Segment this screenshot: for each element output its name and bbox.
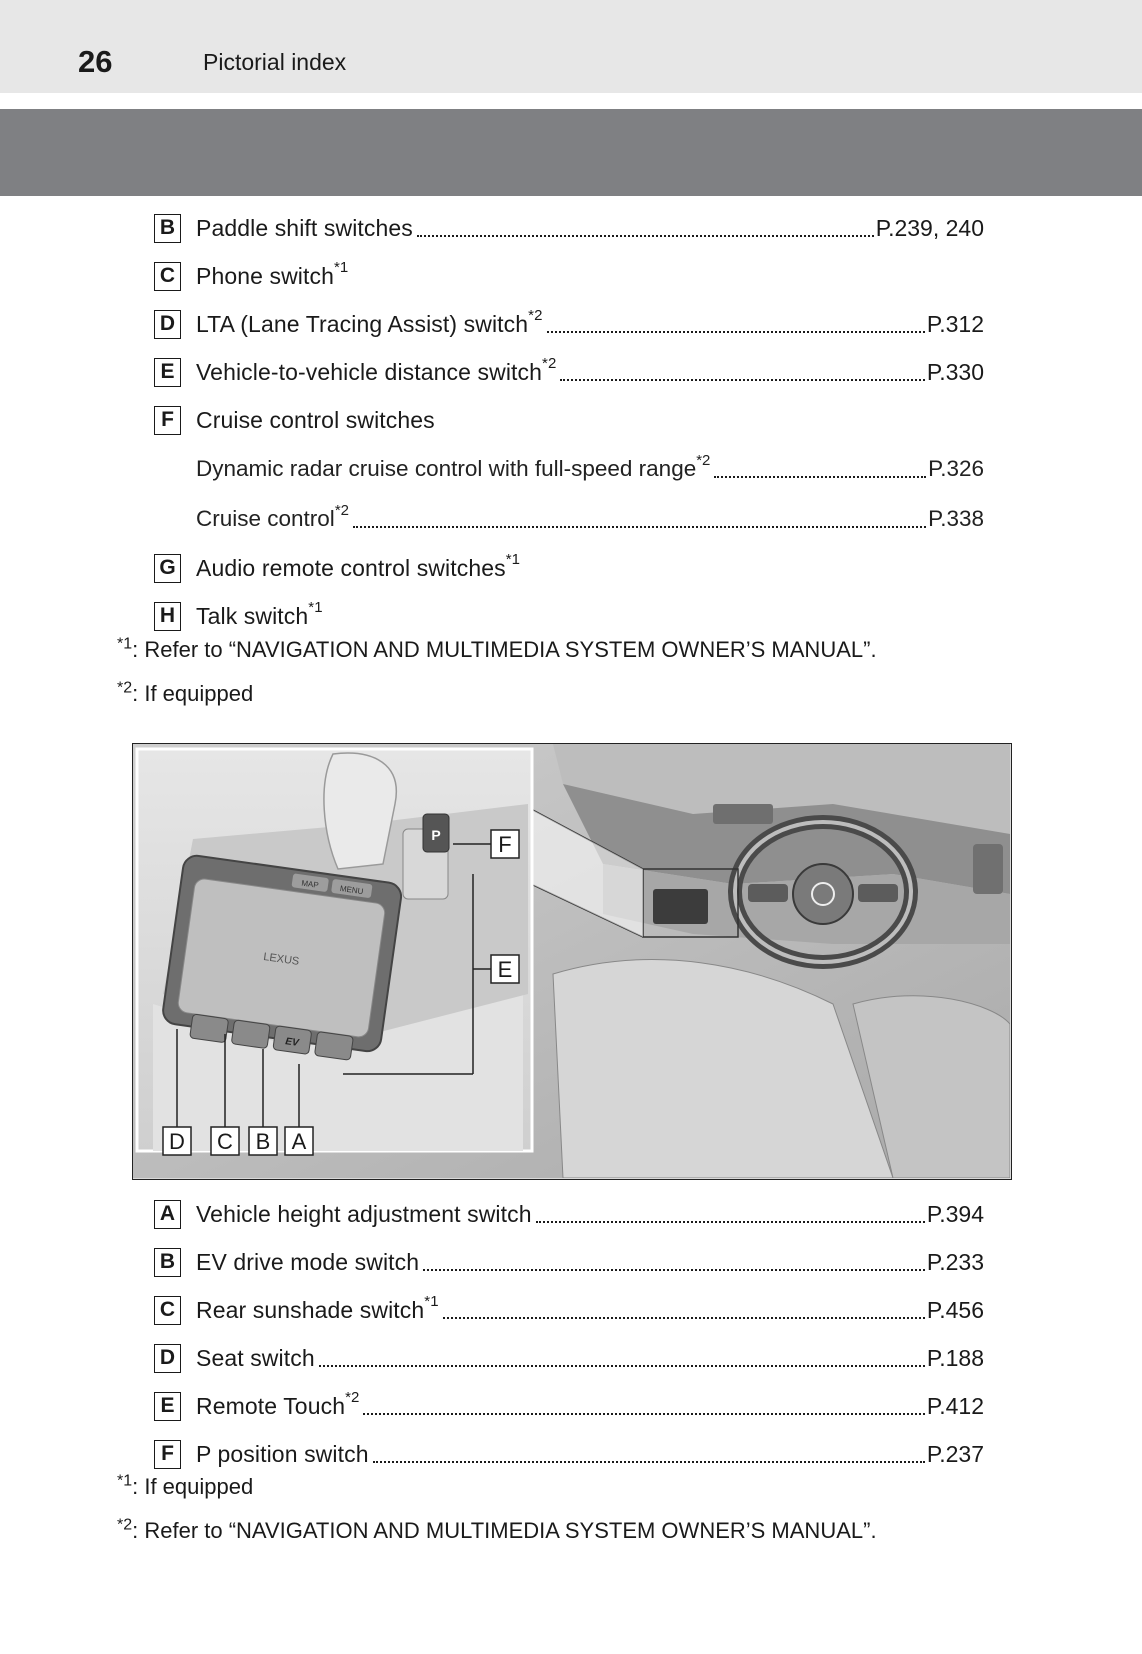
callout-F	[491, 830, 519, 858]
list-item	[154, 1334, 984, 1382]
leader-dots	[714, 476, 926, 478]
page-reference[interactable]: P.326	[928, 456, 984, 481]
section-title: Pictorial index	[203, 49, 347, 75]
list-item	[154, 396, 984, 444]
leader-dots	[443, 1317, 925, 1319]
item-badge: G	[154, 554, 181, 583]
item-label: Rear sunshade switch$^{*1}$	[196, 1292, 439, 1323]
leader-dots	[547, 331, 925, 333]
sub-list-item	[154, 444, 984, 494]
leader-dots	[560, 379, 924, 381]
svg-text:A: A	[291, 1129, 307, 1154]
footnote: $^{*1}$: Refer to “NAVIGATION AND MULTIMEDIA SYSTEM OWNER’S MANUAL”.	[117, 635, 877, 662]
item-badge: D	[154, 310, 181, 339]
item-label: EV drive mode switch	[196, 1248, 420, 1275]
svg-text:D: D	[169, 1129, 185, 1154]
list-item	[154, 592, 984, 640]
item-badge: D	[154, 1344, 181, 1373]
item-badge: E	[154, 1392, 181, 1421]
item-label: Talk switch$^{*1}$	[196, 598, 323, 629]
item-badge: E	[154, 358, 181, 387]
list-item	[154, 1430, 984, 1478]
callout-A	[285, 1127, 313, 1155]
svg-text:B: B	[255, 1129, 271, 1154]
page-reference[interactable]: P.330	[926, 358, 984, 385]
list-item	[154, 204, 984, 252]
item-badge: B	[154, 214, 181, 243]
leader-dots	[363, 1413, 924, 1415]
leader-dots	[536, 1221, 925, 1223]
svg-text:E: E	[497, 957, 513, 982]
svg-text:MAP: MAP	[300, 878, 320, 890]
callout-D	[163, 1127, 191, 1155]
item-label: Cruise control$^{*2}$	[196, 501, 349, 531]
callout-C	[211, 1127, 239, 1155]
item-badge: H	[154, 602, 181, 631]
item-label: Vehicle-to-vehicle distance switch$^{*2}$	[196, 354, 557, 385]
item-badge: C	[154, 262, 181, 291]
svg-text:P: P	[431, 827, 441, 843]
item-label: Paddle shift switches	[196, 214, 413, 241]
page-reference[interactable]: P.394	[926, 1200, 984, 1227]
switch-list-bottom	[154, 1190, 984, 1478]
item-label: Dynamic radar cruise control with full-speed range$^{*2}$	[196, 451, 711, 481]
page-reference[interactable]: P.239, 240	[875, 214, 984, 241]
item-badge: F	[154, 1440, 181, 1469]
leader-dots	[423, 1269, 925, 1271]
page-reference[interactable]: P.233	[926, 1248, 984, 1275]
list-item	[154, 1238, 984, 1286]
item-label: Audio remote control switches$^{*1}$	[196, 550, 521, 581]
item-badge: F	[154, 406, 181, 435]
list-item	[154, 1286, 984, 1334]
item-label: Remote Touch$^{*2}$	[196, 1388, 360, 1419]
list-item	[154, 1190, 984, 1238]
item-label: LTA (Lane Tracing Assist) switch$^{*2}$	[196, 306, 543, 337]
leader-dots	[373, 1461, 925, 1463]
list-item	[154, 252, 984, 300]
console-illustration	[132, 743, 1012, 1180]
leader-dots	[353, 526, 926, 528]
section-banner	[0, 109, 1142, 196]
page-reference[interactable]: P.188	[926, 1344, 984, 1371]
svg-text:F: F	[498, 832, 512, 857]
list-item	[154, 544, 984, 592]
item-label: Cruise control switches	[196, 406, 435, 433]
svg-text:C: C	[217, 1129, 233, 1154]
switch-list-top	[154, 204, 984, 640]
page-reference[interactable]: P.338	[928, 506, 984, 531]
svg-text:EV: EV	[284, 1036, 300, 1049]
leader-dots	[417, 235, 874, 237]
list-item	[154, 300, 984, 348]
callout-B	[249, 1127, 277, 1155]
item-badge: B	[154, 1248, 181, 1277]
page-number: 26	[78, 44, 113, 79]
console-inset	[137, 749, 532, 1151]
page-reference[interactable]: P.312	[926, 310, 984, 337]
item-label: Seat switch	[196, 1344, 315, 1371]
footnote: $^{*2}$: If equipped	[117, 679, 254, 706]
footnote: $^{*2}$: Refer to “NAVIGATION AND MULTIMEDIA SYSTEM OWNER’S MANUAL”.	[117, 1516, 877, 1543]
page-reference[interactable]: P.456	[926, 1296, 984, 1323]
item-label: Phone switch$^{*1}$	[196, 258, 349, 289]
item-badge: C	[154, 1296, 181, 1325]
item-label: Vehicle height adjustment switch	[196, 1200, 532, 1227]
svg-text:MENU: MENU	[339, 883, 364, 897]
page-reference[interactable]: P.237	[926, 1440, 984, 1467]
page-reference[interactable]: P.412	[926, 1392, 984, 1419]
callout-E	[491, 955, 519, 983]
header-band	[0, 0, 1142, 93]
sub-list-item	[154, 494, 984, 544]
item-badge: A	[154, 1200, 181, 1229]
list-item	[154, 1382, 984, 1430]
svg-text:LEXUS: LEXUS	[262, 950, 300, 968]
item-label: P position switch	[196, 1440, 369, 1467]
footnote: $^{*1}$: If equipped	[117, 1472, 254, 1499]
leader-dots	[319, 1365, 925, 1367]
list-item	[154, 348, 984, 396]
